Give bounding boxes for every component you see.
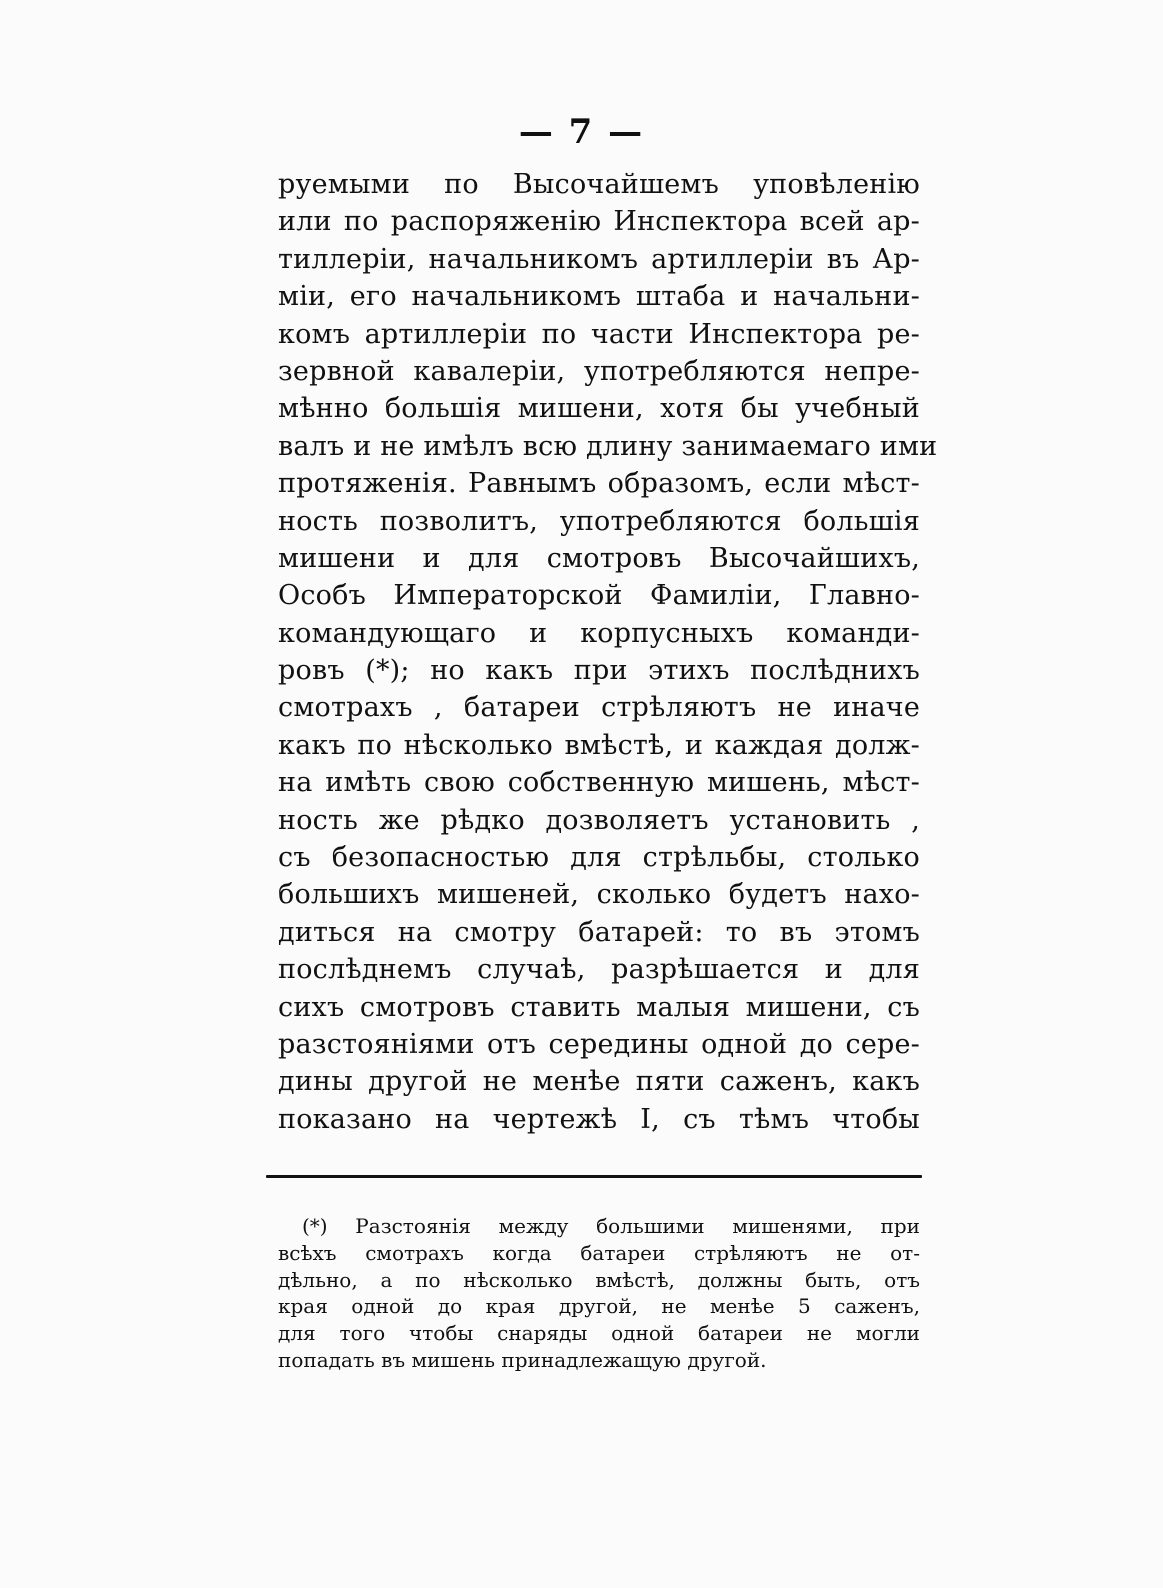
main-text [278,166,938,1138]
footnote-separator [266,1175,922,1178]
footnote-line: попадать въ мишень принадлежащую другой. [278,1347,767,1372]
text-line: большихъ мишеней, сколько будетъ нахо- [278,879,920,911]
footnote-line: всѣхъ смотрахъ когда батареи стрѣляютъ не от- [278,1240,920,1265]
text-line: Особъ Императорской Фамиліи, Главно- [278,580,920,612]
text-line: протяженія. Равнымъ образомъ, если мѣст- [278,468,920,500]
text-line: на имѣть свою собственную мишень, мѣст- [278,767,920,799]
text-line: показано на чертежѣ I, съ тѣмъ чтобы [278,1103,920,1135]
footnote-line: края одной до края другой, не менѣе 5 саженъ, [278,1294,920,1319]
text-line: ровъ (*); но какъ при этихъ послѣднихъ [278,655,920,687]
text-line: мишени и для смотровъ Высочайшихъ, [278,542,920,574]
text-line: валъ и не имѣлъ всю длину занимаемаго ими [278,430,938,462]
text-line: мѣнно большія мишени, хотя бы учебный [278,393,920,425]
footnote-line: для того чтобы снаряды одной батареи не могли [278,1321,920,1346]
text-line: какъ по нѣсколько вмѣстѣ, и каждая долж- [278,729,920,761]
text-line: руемыми по Высочайшемъ уповѣленію [278,169,920,200]
text-line: зервной кавалеріи, употребляются непре- [278,355,920,387]
text-line: ность позволитъ, употребляются большія [278,505,920,537]
text-line: диться на смотру батарей: то въ этомъ [278,916,920,948]
text-line: дины другой не менѣе пяти саженъ, какъ [278,1066,920,1098]
footnote-line: (*) Разстоянія между большими мишенями, при [302,1214,920,1238]
text-line: или по распоряженію Инспектора всей ар- [278,206,920,238]
text-line: смотрахъ , батареи стрѣляютъ не иначе [278,692,920,724]
page-number: — 7 — [518,112,645,152]
text-line: тиллеріи, начальникомъ артиллеріи въ Ар- [278,243,920,275]
text-line: ность же рѣдко дозволяетъ установить , [278,804,920,836]
text-line: командующаго и корпусныхъ команди- [278,617,920,649]
text-line: міи, его начальникомъ штаба и начальни- [278,281,920,313]
text-line: комъ артиллеріи по части Инспектора ре- [278,318,920,350]
text-line: сихъ смотровъ ставить малыя мишени, съ [278,991,920,1023]
text-line: разстояніями отъ середины одной до сере- [278,1028,920,1060]
text-line: съ безопасностью для стрѣльбы, столько [278,842,920,874]
text-line: послѣднемъ случаѣ, разрѣшается и для [278,954,920,986]
footnote [278,1213,920,1374]
footnote-line: дѣльно, а по нѣсколько вмѣстѣ, должны быть, отъ [278,1267,920,1292]
